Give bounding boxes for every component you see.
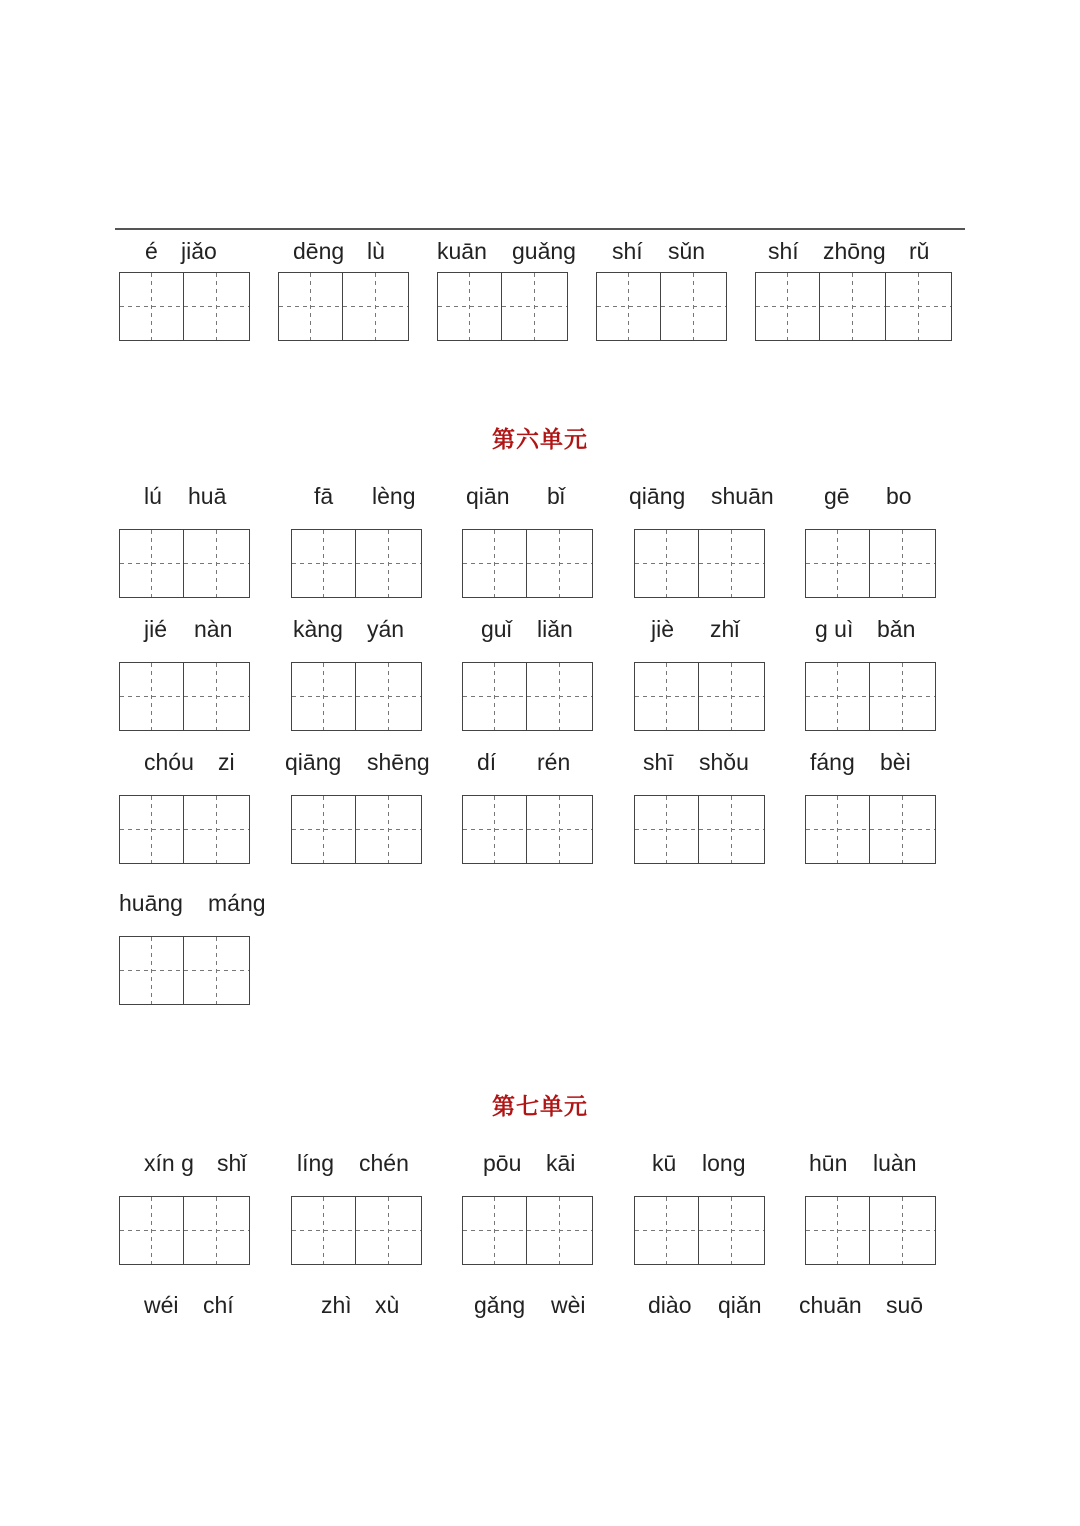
pinyin-syllable: pōu xyxy=(483,1150,522,1176)
pinyin-syllable: lú xyxy=(144,483,162,509)
tianzige-grid xyxy=(278,272,409,341)
tianzige-grid xyxy=(437,272,568,341)
writing-box[interactable] xyxy=(184,272,250,341)
pinyin-syllable: rǔ xyxy=(909,238,930,264)
top-divider xyxy=(115,228,965,230)
writing-box[interactable] xyxy=(502,272,568,341)
tianzige-grid xyxy=(291,795,422,864)
pinyin-syllable: nàn xyxy=(194,616,233,642)
section-6-title: 第六单元 xyxy=(492,426,588,452)
writing-box[interactable] xyxy=(634,1196,699,1265)
writing-box[interactable] xyxy=(184,1196,250,1265)
writing-box[interactable] xyxy=(805,1196,870,1265)
writing-box[interactable] xyxy=(291,795,356,864)
writing-box[interactable] xyxy=(699,529,765,598)
pinyin-syllable: guǎng xyxy=(512,238,576,264)
writing-box[interactable] xyxy=(437,272,502,341)
writing-box[interactable] xyxy=(699,1196,765,1265)
tianzige-grid xyxy=(596,272,727,341)
pinyin-syllable: chóu xyxy=(144,749,194,775)
writing-box[interactable] xyxy=(527,1196,593,1265)
writing-box[interactable] xyxy=(184,662,250,731)
tianzige-grid xyxy=(634,662,765,731)
pinyin-syllable: luàn xyxy=(873,1150,917,1176)
writing-box[interactable] xyxy=(356,529,422,598)
tianzige-grid xyxy=(119,795,250,864)
writing-box[interactable] xyxy=(527,529,593,598)
tianzige-grid xyxy=(119,936,250,1005)
tianzige-grid xyxy=(805,662,936,731)
writing-box[interactable] xyxy=(462,795,527,864)
pinyin-syllable: kū xyxy=(652,1150,677,1176)
writing-box[interactable] xyxy=(870,662,936,731)
tianzige-grid xyxy=(634,1196,765,1265)
pinyin-syllable: jié xyxy=(144,616,168,642)
writing-box[interactable] xyxy=(755,272,820,341)
pinyin-syllable: qiǎn xyxy=(718,1292,762,1318)
pinyin-syllable: gē xyxy=(824,483,850,509)
pinyin-syllable: chí xyxy=(203,1292,234,1318)
writing-box[interactable] xyxy=(699,662,765,731)
pinyin-syllable: long xyxy=(702,1150,746,1176)
writing-box[interactable] xyxy=(184,529,250,598)
tianzige-grid xyxy=(462,795,593,864)
pinyin-syllable: qiān xyxy=(466,483,510,509)
writing-box[interactable] xyxy=(278,272,343,341)
writing-box[interactable] xyxy=(291,1196,356,1265)
tianzige-grid xyxy=(119,272,250,341)
pinyin-syllable: fáng xyxy=(810,749,855,775)
writing-box[interactable] xyxy=(184,795,250,864)
writing-box[interactable] xyxy=(527,662,593,731)
pinyin-syllable: zhǐ xyxy=(710,616,740,642)
pinyin-syllable: xín g xyxy=(144,1150,194,1176)
tianzige-grid xyxy=(634,529,765,598)
tianzige-grid xyxy=(462,529,593,598)
pinyin-syllable: jiǎo xyxy=(181,238,217,264)
pinyin-syllable: chuān xyxy=(799,1292,862,1318)
writing-box[interactable] xyxy=(634,662,699,731)
pinyin-syllable: shī xyxy=(643,749,674,775)
writing-box[interactable] xyxy=(870,1196,936,1265)
pinyin-syllable: bo xyxy=(886,483,912,509)
pinyin-syllable: liǎn xyxy=(537,616,573,642)
pinyin-syllable: guǐ xyxy=(481,616,512,642)
writing-box[interactable] xyxy=(699,795,765,864)
pinyin-syllable: chén xyxy=(359,1150,409,1176)
writing-box[interactable] xyxy=(291,662,356,731)
pinyin-syllable: zhōng xyxy=(823,238,886,264)
writing-box[interactable] xyxy=(820,272,886,341)
pinyin-syllable: qiāng xyxy=(285,749,342,775)
pinyin-syllable: shǐ xyxy=(217,1150,247,1176)
pinyin-syllable: lèng xyxy=(372,483,416,509)
pinyin-syllable: suō xyxy=(886,1292,924,1318)
writing-box[interactable] xyxy=(596,272,661,341)
tianzige-grid xyxy=(119,662,250,731)
writing-box[interactable] xyxy=(870,795,936,864)
pinyin-syllable: kuān xyxy=(437,238,487,264)
tianzige-grid xyxy=(119,1196,250,1265)
writing-box[interactable] xyxy=(886,272,952,341)
pinyin-syllable: sǔn xyxy=(668,238,706,264)
tianzige-grid xyxy=(634,795,765,864)
pinyin-syllable: dēng xyxy=(293,238,345,264)
section-7-title: 第七单元 xyxy=(492,1093,588,1119)
pinyin-syllable: shēng xyxy=(367,749,430,775)
tianzige-grid xyxy=(805,795,936,864)
writing-box[interactable] xyxy=(119,272,184,341)
writing-box[interactable] xyxy=(527,795,593,864)
pinyin-syllable: gǎng xyxy=(474,1292,526,1318)
writing-box[interactable] xyxy=(356,662,422,731)
pinyin-syllable: é xyxy=(145,238,158,264)
pinyin-syllable: lù xyxy=(367,238,385,264)
pinyin-syllable: bǎn xyxy=(877,616,916,642)
writing-box[interactable] xyxy=(119,936,184,1005)
writing-box[interactable] xyxy=(343,272,409,341)
tianzige-grid xyxy=(462,662,593,731)
writing-box[interactable] xyxy=(805,795,870,864)
writing-box[interactable] xyxy=(356,1196,422,1265)
writing-box[interactable] xyxy=(805,529,870,598)
writing-box[interactable] xyxy=(462,662,527,731)
pinyin-syllable: wèi xyxy=(551,1292,586,1318)
pinyin-syllable: rén xyxy=(537,749,571,775)
tianzige-grid xyxy=(805,1196,936,1265)
writing-box[interactable] xyxy=(119,795,184,864)
pinyin-syllable: diào xyxy=(648,1292,692,1318)
writing-box[interactable] xyxy=(661,272,727,341)
pinyin-syllable: líng xyxy=(297,1150,335,1176)
pinyin-syllable: shuān xyxy=(711,483,774,509)
pinyin-syllable: qiāng xyxy=(629,483,686,509)
pinyin-syllable: zi xyxy=(218,749,235,775)
writing-box[interactable] xyxy=(119,1196,184,1265)
pinyin-syllable: máng xyxy=(208,890,266,916)
writing-box[interactable] xyxy=(119,529,184,598)
pinyin-syllable: zhì xyxy=(321,1292,352,1318)
tianzige-grid xyxy=(755,272,952,341)
writing-box[interactable] xyxy=(462,1196,527,1265)
writing-box[interactable] xyxy=(356,795,422,864)
pinyin-syllable: bèi xyxy=(880,749,911,775)
pinyin-syllable: kāi xyxy=(546,1150,576,1176)
writing-box[interactable] xyxy=(634,795,699,864)
pinyin-syllable: g uì xyxy=(815,616,854,642)
tianzige-grid xyxy=(119,529,250,598)
pinyin-syllable: yán xyxy=(367,616,405,642)
tianzige-grid xyxy=(462,1196,593,1265)
pinyin-syllable: bǐ xyxy=(547,483,565,509)
pinyin-syllable: kàng xyxy=(293,616,343,642)
writing-box[interactable] xyxy=(462,529,527,598)
pinyin-syllable: xù xyxy=(375,1292,400,1318)
writing-box[interactable] xyxy=(119,662,184,731)
tianzige-grid xyxy=(805,529,936,598)
writing-box[interactable] xyxy=(291,529,356,598)
pinyin-syllable: hūn xyxy=(809,1150,848,1176)
pinyin-syllable: jiè xyxy=(651,616,675,642)
writing-box[interactable] xyxy=(634,529,699,598)
pinyin-syllable: dí xyxy=(477,749,497,775)
writing-box[interactable] xyxy=(184,936,250,1005)
pinyin-syllable: shí xyxy=(768,238,799,264)
writing-box[interactable] xyxy=(805,662,870,731)
pinyin-syllable: fā xyxy=(314,483,334,509)
pinyin-syllable: shí xyxy=(612,238,643,264)
tianzige-grid xyxy=(291,529,422,598)
pinyin-syllable: huā xyxy=(188,483,227,509)
pinyin-syllable: shǒu xyxy=(699,749,749,775)
writing-box[interactable] xyxy=(870,529,936,598)
tianzige-grid xyxy=(291,1196,422,1265)
tianzige-grid xyxy=(291,662,422,731)
pinyin-syllable: huāng xyxy=(119,890,183,916)
pinyin-syllable: wéi xyxy=(144,1292,179,1318)
